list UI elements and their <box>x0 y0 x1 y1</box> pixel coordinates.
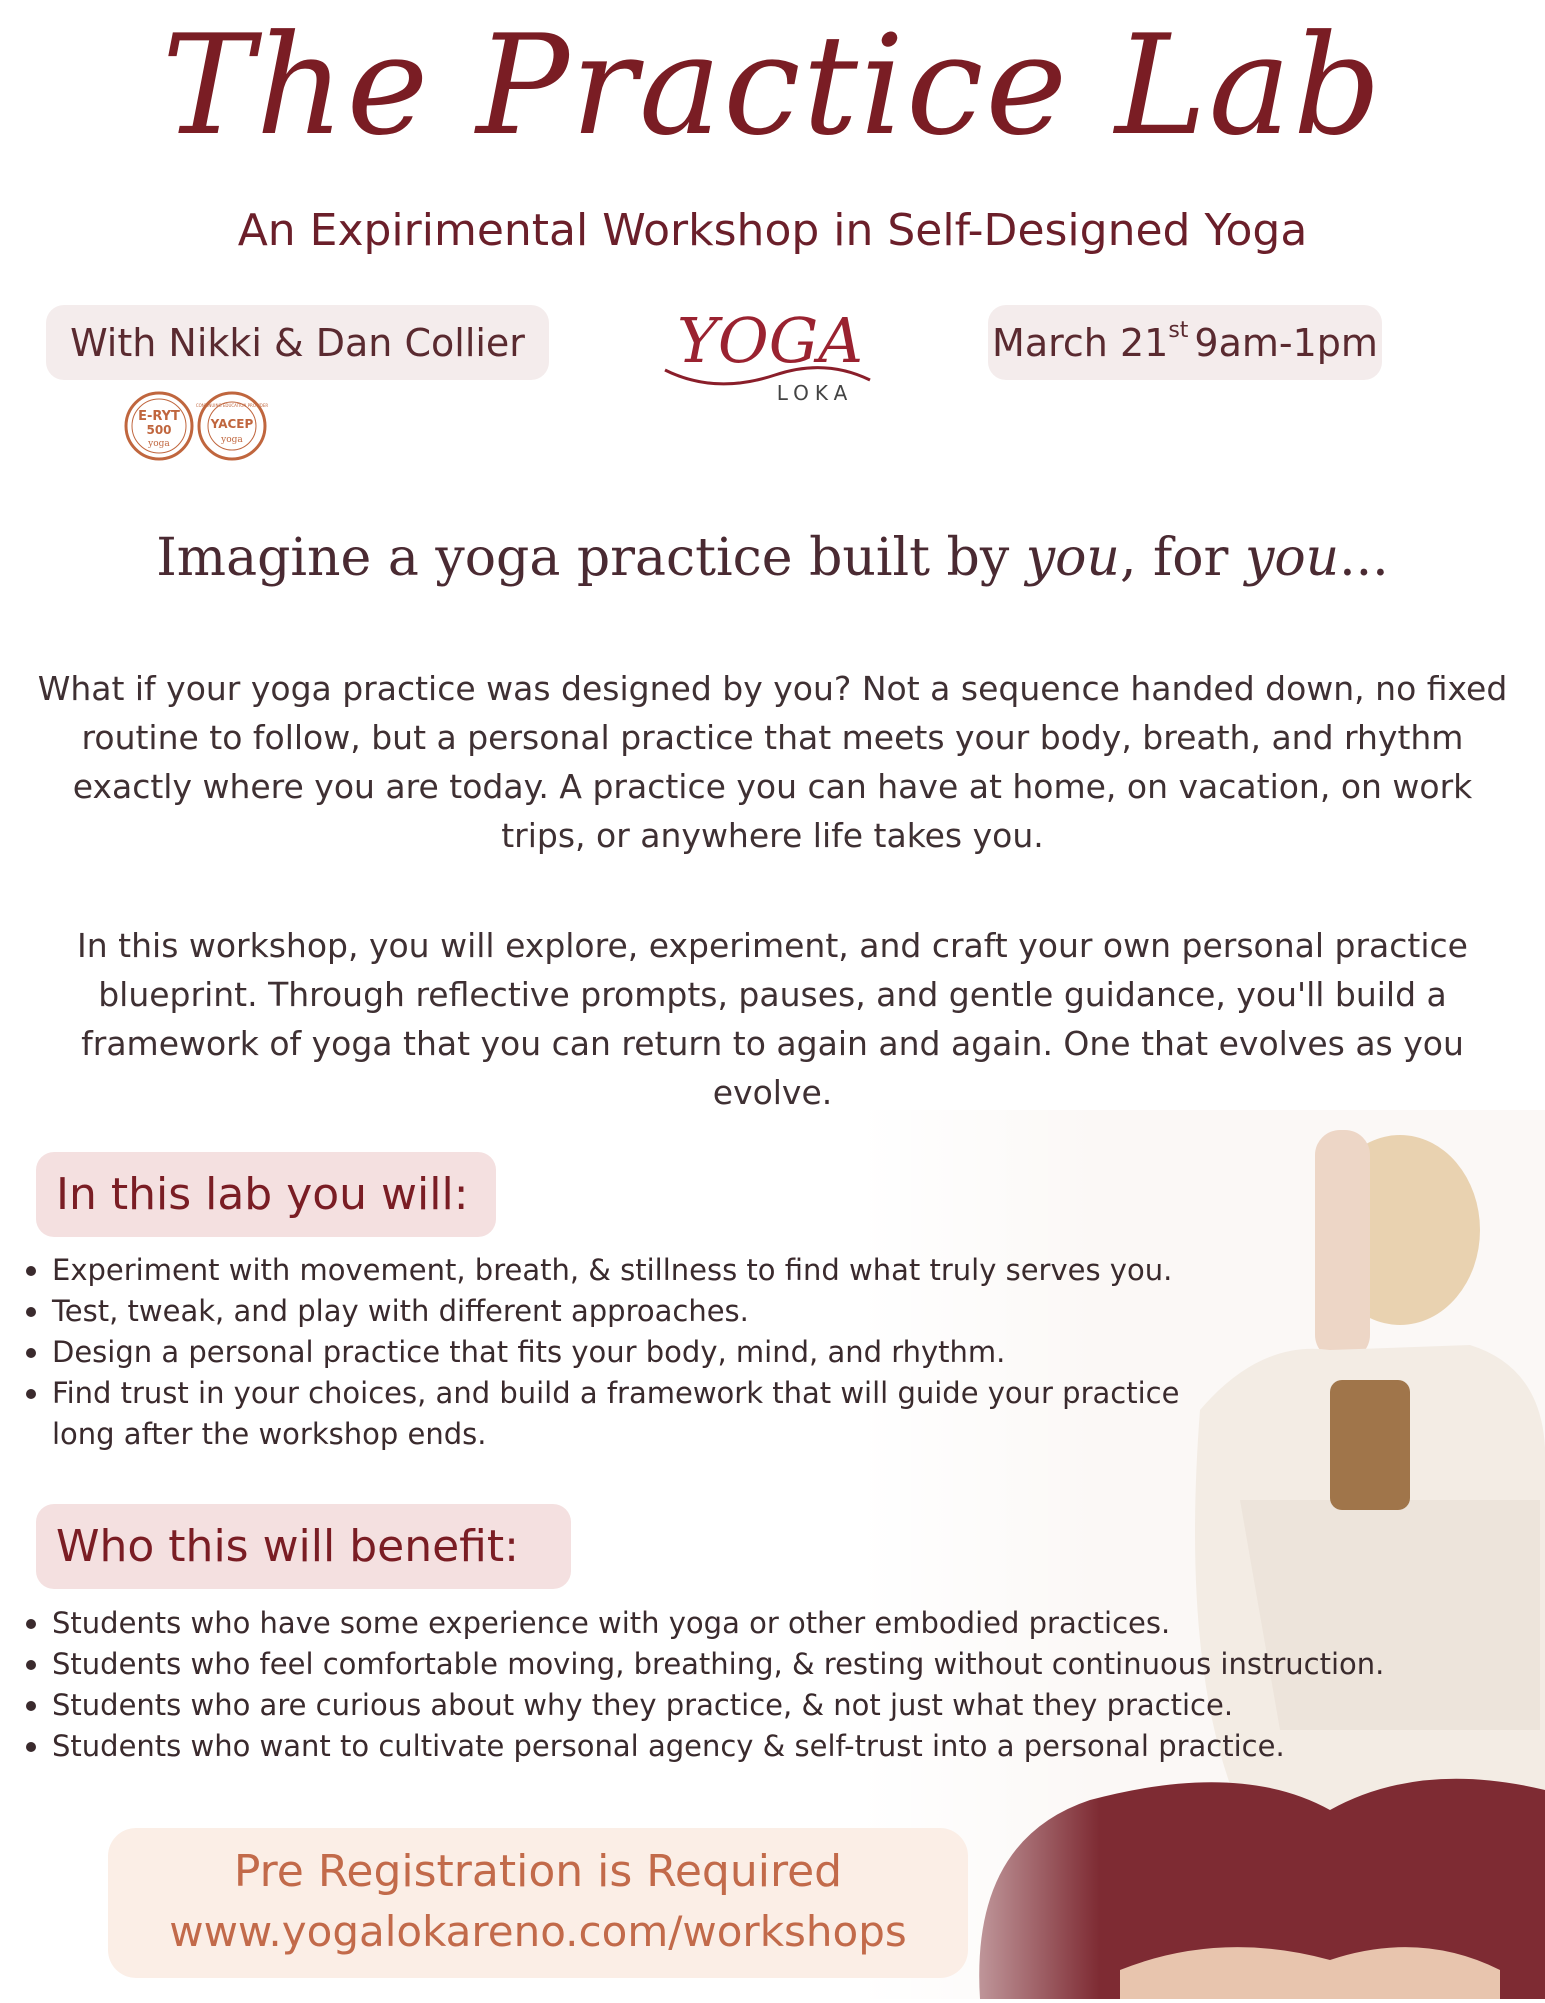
benefit-list <box>14 1603 1444 1767</box>
badge1-mid: 500 <box>146 423 172 437</box>
list-item: Find trust in your choices, and build a framework that will guide your practice long after the workshop ends. <box>14 1373 1224 1455</box>
host-label: With Nikki & Dan Collier <box>70 320 525 365</box>
yoga-loka-logo <box>655 300 885 410</box>
time-label: 9am-1pm <box>1194 320 1378 365</box>
lab-heading-badge <box>36 1152 496 1237</box>
headline-part2: , for <box>1119 528 1245 588</box>
lab-list <box>14 1250 1224 1455</box>
date-suffix: st <box>1168 317 1189 343</box>
badge2-top: YACEP <box>210 417 254 431</box>
list-item: Students who want to cultivate personal agency & self-trust into a personal practice. <box>14 1726 1444 1767</box>
yacep-badge <box>196 390 268 466</box>
headline-em1: you <box>1025 528 1120 588</box>
benefit-heading: Who this will benefit: <box>56 1521 519 1572</box>
registration-notice: Pre Registration is Required <box>233 1846 843 1897</box>
host-badge <box>46 305 549 380</box>
list-item: Design a personal practice that fits your body, mind, and rhythm. <box>14 1332 1224 1373</box>
registration-box <box>108 1828 968 1978</box>
list-item: Students who have some experience with yoga or other embodied practices. <box>14 1603 1444 1644</box>
eryt-500-badge <box>123 390 195 466</box>
intro-paragraph-1: What if your yoga practice was designed by you? Not a sequence handed down, no fixed routine to follow, but a personal practice that meets your body, breath, and rhythm exactly where you are today. A practice you can have at home, on vacation, on work trips, or anywhere life takes you. <box>37 669 1508 855</box>
badge2-bottom: yoga <box>221 435 243 445</box>
page-title: The Practice Lab <box>161 5 1384 166</box>
headline-em2: you <box>1244 528 1340 588</box>
logo-main-text: YOGA <box>676 304 864 377</box>
headline <box>0 528 1545 588</box>
registration-link[interactable]: www.yogalokareno.com/workshops <box>169 1907 907 1956</box>
date-label: March 21 <box>992 320 1169 365</box>
date-badge <box>988 305 1382 380</box>
list-item: Students who feel comfortable moving, breathing, & resting without continuous instruction. <box>14 1644 1444 1685</box>
badge2-ring: CONTINUING EDUCATION PROVIDER <box>196 403 268 408</box>
headline-part1: Imagine a yoga practice built by <box>156 528 1026 588</box>
logo-sub-text: LOKA <box>776 381 854 405</box>
list-item: Test, tweak, and play with different approaches. <box>14 1291 1224 1332</box>
intro-paragraph-2: In this workshop, you will explore, experiment, and craft your own personal practice blueprint. Through reflective prompts, pauses, and gentle guidance, you'll build a framework of yoga that you can return to again and again. One that evolves as you evolve. <box>77 926 1468 1112</box>
page-subtitle: An Expirimental Workshop in Self-Designed Yoga <box>237 205 1308 256</box>
list-item: Students who are curious about why they practice, & not just what they practice. <box>14 1685 1444 1726</box>
headline-part3: ... <box>1339 528 1389 588</box>
badge1-top: E-RYT <box>138 409 180 424</box>
benefit-heading-badge <box>36 1504 571 1589</box>
lab-heading: In this lab you will: <box>56 1169 469 1220</box>
badge1-bottom: yoga <box>148 439 170 449</box>
list-item: Experiment with movement, breath, & stillness to find what truly serves you. <box>14 1250 1224 1291</box>
